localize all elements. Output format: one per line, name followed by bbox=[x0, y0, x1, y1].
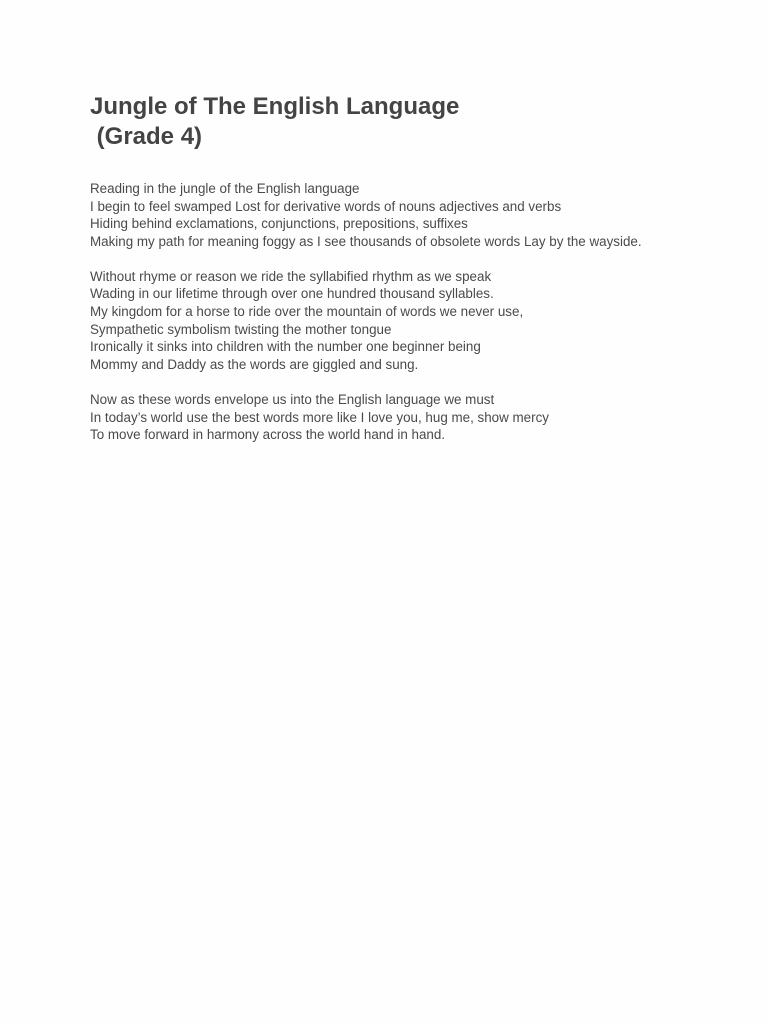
title-line: Jungle of The English Language bbox=[90, 93, 460, 120]
poem-title bbox=[90, 92, 730, 152]
stanza-2 bbox=[90, 268, 730, 374]
stanza-3 bbox=[90, 391, 730, 444]
title-subline-grade: (Grade 4) bbox=[90, 123, 203, 150]
poem-line: Sympathetic symbolism twisting the mother tongue bbox=[90, 321, 392, 337]
poem-body bbox=[90, 180, 730, 444]
stanza-1 bbox=[90, 180, 730, 250]
poem-line: Now as these words envelope us into the English language we must bbox=[90, 391, 495, 407]
poem-line: Ironically it sinks into children with the number one beginner being bbox=[90, 339, 481, 355]
poem-line: Wading in our lifetime through over one hundred thousand syllables. bbox=[90, 286, 494, 302]
document-page bbox=[90, 92, 730, 461]
poem-line: My kingdom for a horse to ride over the mountain of words we never use, bbox=[90, 304, 524, 320]
poem-line: To move forward in harmony across the world hand in hand. bbox=[90, 427, 446, 443]
poem-line: In today’s world use the best words more like I love you, hug me, show mercy bbox=[90, 409, 549, 425]
poem-line: I begin to feel swamped Lost for derivative words of nouns adjectives and verbs bbox=[90, 198, 562, 214]
poem-line: Mommy and Daddy as the words are giggled and sung. bbox=[90, 356, 419, 372]
poem-line: Hiding behind exclamations, conjunctions, prepositions, suffixes bbox=[90, 216, 468, 232]
poem-line: Without rhyme or reason we ride the syllabified rhythm as we speak bbox=[90, 268, 492, 284]
poem-line: Making my path for meaning foggy as I see thousands of obsolete words Lay by the wayside. bbox=[90, 233, 642, 249]
poem-line: Reading in the jungle of the English language bbox=[90, 181, 360, 196]
